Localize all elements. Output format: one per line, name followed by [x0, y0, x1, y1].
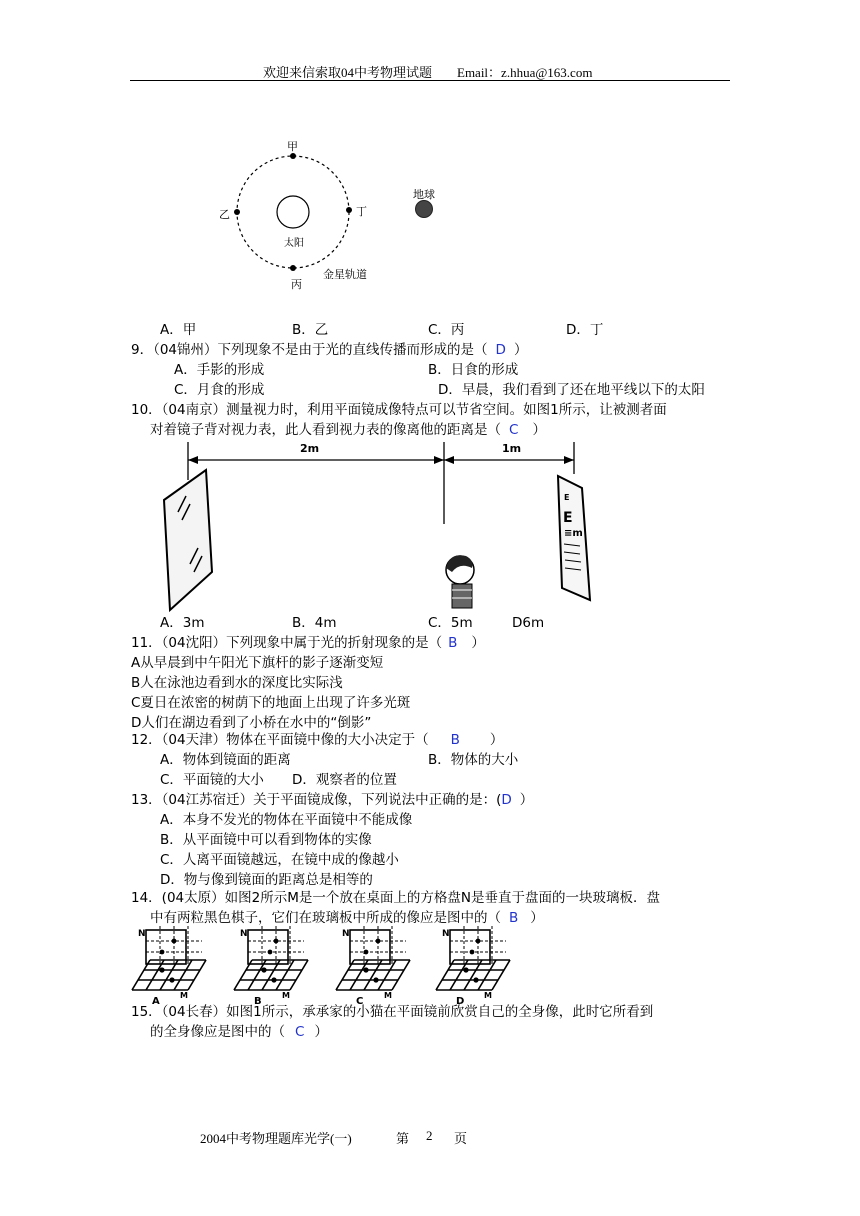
q8-option-c: C．丙	[428, 322, 465, 338]
grid-figure-b	[234, 926, 308, 1004]
q10-option-d: D6m	[512, 615, 545, 631]
position-right-dot	[346, 207, 352, 213]
board-label-m: M	[484, 991, 492, 1000]
grid-figure-a	[132, 926, 206, 1004]
q14-line1: 14．(04太原）如图2所示M是一个放在桌面上的方格盘N是垂直于盘面的一块玻璃板．盘	[131, 890, 660, 906]
q15-line2: 的全身像应是图中的（ C ）	[150, 1024, 328, 1040]
label-top: 甲	[287, 140, 298, 153]
svg-text:E: E	[564, 493, 570, 502]
option-label-b: B	[254, 996, 262, 1004]
label-sun: 太阳	[284, 238, 304, 249]
header-rule	[130, 80, 730, 81]
eye-chart-drawing	[558, 476, 590, 600]
footer-page-post: 页	[454, 1131, 468, 1146]
grid-figure-d	[436, 926, 510, 1004]
board-label-m: M	[282, 991, 290, 1000]
q12-answer: B	[450, 732, 460, 748]
q10-option-a: A．3m	[160, 615, 205, 631]
board-label-m: M	[180, 991, 188, 1000]
label-orbit: 金星轨道	[323, 268, 367, 281]
q13-option-d: D．物与像到镜面的距离总是相等的	[160, 872, 373, 888]
mirror-drawing	[164, 470, 212, 610]
q8-option-d: D．丁	[566, 322, 604, 338]
svg-text:E: E	[563, 510, 573, 526]
q9-option-c: C．月食的形成	[174, 382, 265, 398]
label-earth: 地球	[413, 188, 435, 201]
position-top-dot	[290, 153, 296, 159]
q10-line1: 10．（04南京）测量视力时，利用平面镜成像特点可以节省空间。如图1所示，让被测者面	[131, 402, 667, 418]
footer-page-pre: 第	[396, 1131, 410, 1146]
option-label-a: A	[152, 996, 160, 1004]
q12-option-d: D．观察者的位置	[292, 772, 397, 788]
footer-title: 2004中考物理题库光学(一)	[200, 1131, 352, 1146]
q12-stem: 12．（04天津）物体在平面镜中像的大小决定于（ B ）	[131, 732, 504, 748]
q10-answer: C	[509, 422, 519, 438]
q11-answer: B	[448, 635, 458, 651]
sun-circle	[277, 196, 309, 228]
plate-label-n: N	[342, 929, 350, 939]
grid-figure-c	[336, 926, 410, 1004]
q9-option-d: D．早晨，我们看到了还在地平线以下的太阳	[438, 382, 705, 398]
eye-test-figure	[160, 440, 600, 615]
q14-line2: 中有两粒黑色棋子，它们在玻璃板中所成的像应是图中的（ B ）	[150, 910, 544, 926]
q9-option-a: A．手影的形成	[174, 362, 265, 378]
label-bottom: 丙	[291, 278, 302, 291]
label-right: 丁	[356, 205, 367, 218]
q13-option-b: B．从平面镜中可以看到物体的实像	[160, 832, 372, 848]
q8-option-b: B．乙	[292, 322, 329, 338]
earth-circle	[416, 201, 433, 218]
q10-line2: 对着镜子背对视力表，此人看到视力表的像离他的距离是（ C ）	[150, 422, 546, 438]
option-label-d: D	[456, 996, 465, 1004]
q12-option-c: C．平面镜的大小	[160, 772, 264, 788]
q9-answer: D	[495, 342, 506, 358]
q12-option-a: A．物体到镜面的距离	[160, 752, 291, 768]
person-drawing	[446, 555, 474, 608]
header-email: Email：z.hhua@163.com	[457, 65, 593, 80]
plate-label-n: N	[442, 929, 450, 939]
q11-stem: 11．（04沈阳）下列现象中属于光的折射现象的是（ B ）	[131, 635, 485, 651]
q11-option-c: C夏日在浓密的树荫下的地面上出现了许多光斑	[131, 695, 411, 711]
q13-answer: D	[501, 792, 512, 808]
q13-stem: 13．（04江苏宿迁）关于平面镜成像，下列说法中正确的是：(D ）	[131, 792, 534, 808]
svg-text:≡m: ≡m	[564, 528, 583, 539]
position-bottom-dot	[290, 265, 296, 271]
board-label-m: M	[384, 991, 392, 1000]
q11-option-a: A从早晨到中午阳光下旗杆的影子逐渐变短	[131, 655, 384, 671]
dist-right-label: 1m	[502, 442, 522, 455]
option-label-c: C	[356, 996, 364, 1004]
q10-option-b: B．4m	[292, 615, 337, 631]
q14-answer: B	[509, 910, 519, 926]
header-text: 欢迎来信索取04中考物理试题	[263, 65, 433, 80]
q10-option-c: C．5m	[428, 615, 473, 631]
q13-option-c: C．人离平面镜越远，在镜中成的像越小	[160, 852, 399, 868]
q13-option-a: A．本身不发光的物体在平面镜中不能成像	[160, 812, 413, 828]
dist-left-label: 2m	[300, 442, 320, 455]
venus-orbit-figure	[215, 138, 445, 298]
q12-option-b: B．物体的大小	[428, 752, 519, 768]
position-left-dot	[234, 209, 240, 215]
q11-option-d: D人们在湖边看到了小桥在水中的“倒影”	[131, 715, 372, 731]
q15-answer: C	[295, 1024, 305, 1040]
plate-label-n: N	[138, 929, 146, 939]
footer-page-number: 2	[426, 1128, 433, 1143]
q9-stem: 9．（04锦州）下列现象不是由于光的直线传播而形成的是（ D ）	[131, 342, 528, 358]
q11-option-b: B人在泳池边看到水的深度比实际浅	[131, 675, 343, 691]
q15-line1: 15．（04长春）如图1所示，承承家的小猫在平面镜前欣赏自己的全身像，此时它所看到	[131, 1004, 654, 1020]
q9-option-b: B．日食的形成	[428, 362, 519, 378]
chessboard-figures	[128, 924, 528, 1004]
plate-label-n: N	[240, 929, 248, 939]
q8-option-a: A．甲	[160, 322, 197, 338]
label-left: 乙	[219, 208, 230, 221]
